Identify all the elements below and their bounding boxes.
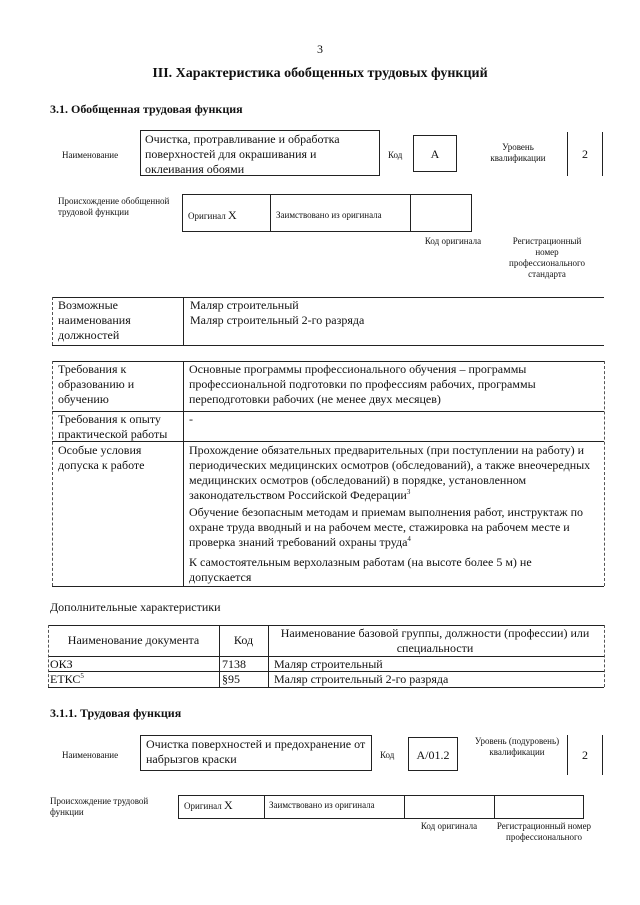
tf-original-mark: X <box>223 798 233 812</box>
additional-row-1-name: Маляр строительный <box>274 657 383 671</box>
tf-origin-label: Происхождение трудовой функции <box>50 796 149 817</box>
condition-2: Обучение безопасным методам и приемам выполнения работ, инструктаж по охране труда вводный и на рабочем месте, стажировка на рабочем месте и проверка знаний требований охраны труда$^4$ <box>189 505 584 549</box>
experience-label: Требования к опыту практической работы <box>58 412 168 441</box>
tf-level-label: Уровень (подуровень) квалификации <box>474 736 560 757</box>
conditions-label: Особые условия допуска к работе <box>58 443 145 472</box>
gtf-original-label: Оригинал X <box>188 208 237 222</box>
page-number: 3 <box>317 42 323 56</box>
additional-row-2-code: §95 <box>222 672 240 686</box>
condition-1-note: 3 <box>406 488 411 496</box>
section-title: III. Характеристика обобщенных трудовых функций <box>152 66 488 81</box>
condition-2-note: 4 <box>407 535 411 543</box>
education-value: Основные программы профессионального обучения – программы профессиональной подготовки по профессиям рабочих, программы переподготовки рабочих (не менее двух месяцев) <box>189 362 536 406</box>
tf-original-label: Оригинал X <box>184 798 233 812</box>
positions-value-1: Маляр строительный <box>190 298 299 312</box>
gtf-heading: 3.1. Обобщенная трудовая функция <box>50 102 243 116</box>
additional-header-doc: Наименование документа <box>67 633 200 647</box>
tf-origin-table <box>178 795 584 819</box>
tf-name-value: Очистка поверхностей и предохранение от набрызгов краски <box>140 735 372 771</box>
gtf-original-mark: X <box>227 208 237 222</box>
gtf-borrowed-label: Заимствовано из оригинала <box>276 210 382 220</box>
condition-1: Прохождение обязательных предварительных (при поступлении на работу) и периодических медицинских осмотров (обследований), а также внеочередных медицинских осмотров (обследований) в порядке, установленном законодательством Российской Федерации$^3$ <box>189 443 591 502</box>
tf-level-value: 2 <box>567 735 603 775</box>
tf-borrowed-label: Заимствовано из оригинала <box>269 800 375 810</box>
gtf-orig-code-label: Код оригинала <box>424 236 482 246</box>
additional-header-code: Код <box>233 633 254 647</box>
tf-code-label: Код <box>380 750 395 760</box>
experience-value: - <box>189 412 193 426</box>
additional-row-2-note: 5 <box>80 672 84 680</box>
tf-heading: 3.1.1. Трудовая функция <box>50 706 182 720</box>
gtf-code-label: Код <box>388 150 403 160</box>
gtf-level-value: 2 <box>567 132 603 176</box>
gtf-name-label: Наименование <box>62 150 119 160</box>
positions-label: Возможные наименования должностей <box>58 298 131 342</box>
education-label: Требования к образованию и обучению <box>58 362 135 406</box>
additional-header-name: Наименование базовой группы, должности (профессии) или специальности <box>280 626 590 655</box>
additional-row-2-doc: ЕТКС$^5$ <box>50 672 84 686</box>
additional-row-2-name: Маляр строительный 2-го разряда <box>274 672 449 686</box>
tf-name-label: Наименование <box>62 750 119 760</box>
gtf-level-label: Уровень квалификации <box>490 142 546 163</box>
gtf-code-value: А <box>413 135 457 172</box>
additional-row-1-doc: ОКЗ <box>50 657 73 671</box>
condition-3: К самостоятельным верхолазным работам (на высоте более 5 м) не допускается <box>189 555 532 584</box>
tf-reg-number-label: Регистрационный номер профессионального <box>496 821 592 842</box>
additional-row-1-code: 7138 <box>222 657 246 671</box>
positions-value-2: Маляр строительный 2-го разряда <box>190 313 365 327</box>
gtf-origin-label: Происхождение обобщенной трудовой функции <box>58 196 170 217</box>
additional-heading: Дополнительные характеристики <box>50 600 221 614</box>
gtf-reg-number-label: Регистрационный номер профессионального стандарта <box>509 236 585 279</box>
tf-code-value: А/01.2 <box>408 737 458 771</box>
gtf-name-value: Очистка, протравливание и обработка поверхностей для окрашивания и оклеивания обоями <box>140 130 380 176</box>
tf-orig-code-label: Код оригинала <box>420 821 478 831</box>
